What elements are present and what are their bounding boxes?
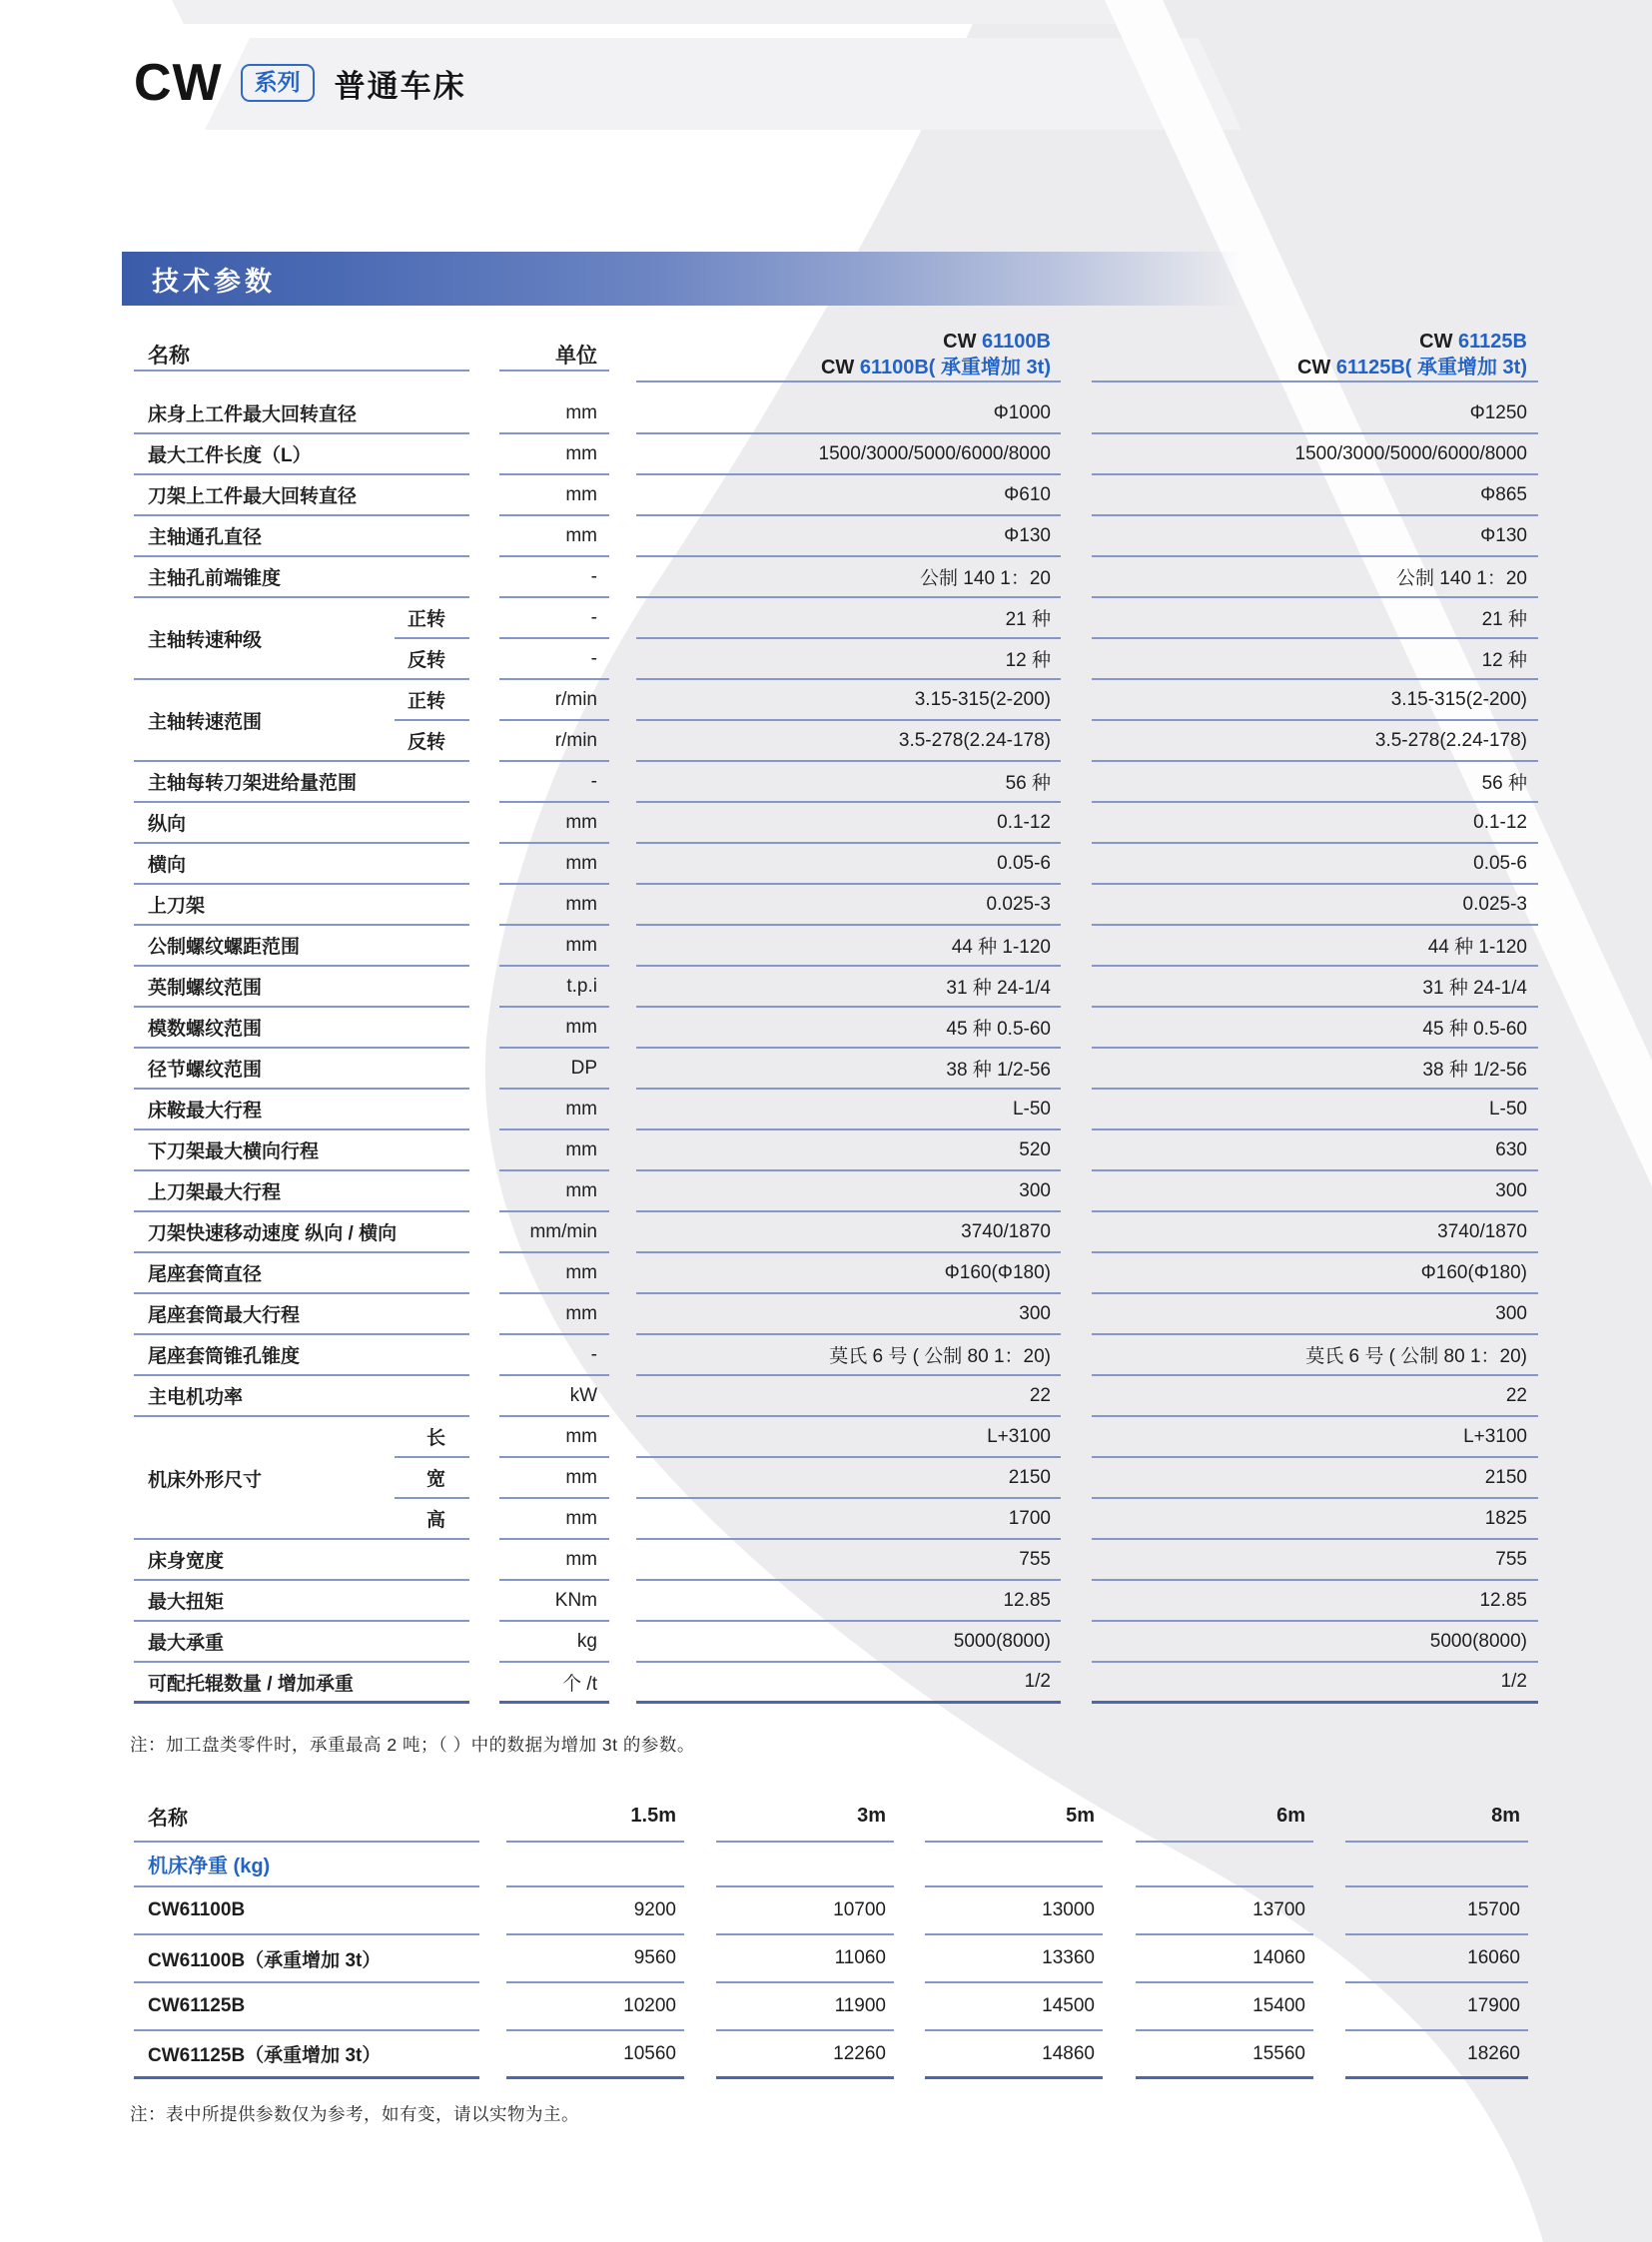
spec-row-value-model1: 12 种 bbox=[636, 639, 1061, 680]
spec-row bbox=[134, 1458, 1538, 1499]
weight-row-name: CW61125B（承重增加 3t） bbox=[134, 2031, 479, 2079]
spec-row-sublabel: 宽 bbox=[395, 1458, 469, 1499]
header-model2-cell bbox=[1092, 329, 1538, 382]
spec-row bbox=[134, 557, 1538, 598]
weight-row-value: 10700 bbox=[716, 1887, 894, 1935]
weight-row-value: 10200 bbox=[506, 1983, 684, 2031]
spec-row bbox=[134, 1090, 1538, 1130]
spec-row-sublabel: 长 bbox=[395, 1417, 469, 1458]
spec-row-value-model1: 300 bbox=[636, 1171, 1061, 1212]
spec-row bbox=[134, 516, 1538, 557]
spec-row-label: 刀架快速移动速度 纵向 / 横向 bbox=[148, 1223, 398, 1244]
spec-row-value-model1: 莫氏 6 号 ( 公制 80 1：20) bbox=[636, 1335, 1061, 1376]
spec-row-unit: mm bbox=[499, 1499, 609, 1540]
spec-row-unit: - bbox=[499, 639, 609, 680]
spec-row-unit: 个 /t bbox=[499, 1663, 609, 1704]
weight-row-name: CW61125B bbox=[134, 1983, 479, 2031]
spec-row-value-model1: 45 种 0.5-60 bbox=[636, 1008, 1061, 1049]
spec-row-value-model1: Φ1000 bbox=[636, 393, 1061, 434]
spec-row-value-model2: 38 种 1/2-56 bbox=[1092, 1049, 1538, 1090]
header-unit-cell: 单位 bbox=[499, 340, 609, 372]
spec-row-value-model2: 12 种 bbox=[1092, 639, 1538, 680]
weight-header-length: 3m bbox=[716, 1792, 894, 1843]
header-name-label: 名称 bbox=[148, 345, 190, 368]
spec-row-value-model2: 45 种 0.5-60 bbox=[1092, 1008, 1538, 1049]
weight-row-value: 14060 bbox=[1136, 1935, 1313, 1983]
spec-row-value-model1: 3740/1870 bbox=[636, 1212, 1061, 1253]
spec-row-unit: mm bbox=[499, 475, 609, 516]
spec-row-unit: r/min bbox=[499, 680, 609, 721]
spec-row bbox=[134, 1049, 1538, 1090]
spec-row-value-model1: 公制 140 1：20 bbox=[636, 557, 1061, 598]
series-code: CW bbox=[134, 54, 223, 112]
spec-row-unit: mm bbox=[499, 1294, 609, 1335]
weight-row-value: 9200 bbox=[506, 1887, 684, 1935]
spec-row-value-model1: 1700 bbox=[636, 1499, 1061, 1540]
spec-row-unit: - bbox=[499, 1335, 609, 1376]
spec-table bbox=[134, 318, 1538, 1704]
spec-row-sublabel: 正转 bbox=[395, 680, 469, 721]
spec-row bbox=[134, 1540, 1538, 1581]
weight-row-name: CW61100B（承重增加 3t） bbox=[134, 1935, 479, 1983]
weight-row-value: 12260 bbox=[716, 2031, 894, 2079]
weight-row-value: 17900 bbox=[1345, 1983, 1528, 2031]
spec-row-value-model1: Φ130 bbox=[636, 516, 1061, 557]
weight-row bbox=[134, 1887, 1528, 1935]
weight-section-label: 机床净重 (kg) bbox=[134, 1843, 479, 1887]
weight-header-length: 1.5m bbox=[506, 1792, 684, 1843]
weight-row bbox=[134, 1935, 1528, 1983]
spec-row bbox=[134, 1622, 1538, 1663]
spec-row-label: 下刀架最大横向行程 bbox=[148, 1141, 320, 1162]
spec-row-value-model2: 3.5-278(2.24-178) bbox=[1092, 721, 1538, 762]
page-title bbox=[134, 52, 466, 114]
spec-row-label: 尾座套筒直径 bbox=[148, 1264, 263, 1285]
spec-row-unit: mm bbox=[499, 1540, 609, 1581]
weight-table bbox=[134, 1792, 1528, 2079]
spec-row-label: 主电机功率 bbox=[148, 1387, 244, 1408]
spec-row bbox=[134, 1008, 1538, 1049]
spec-row bbox=[134, 762, 1538, 803]
spec-row-value-model2: 22 bbox=[1092, 1376, 1538, 1417]
spec-row-sublabel: 反转 bbox=[395, 721, 469, 762]
weight-header-name: 名称 bbox=[134, 1792, 479, 1843]
spec-row-unit: mm bbox=[499, 1008, 609, 1049]
spec-row-unit: mm bbox=[499, 434, 609, 475]
spec-row-value-model1: Φ610 bbox=[636, 475, 1061, 516]
spec-row-unit: mm bbox=[499, 516, 609, 557]
weight-table-header bbox=[134, 1792, 1528, 1843]
spec-row-value-model1: 21 种 bbox=[636, 598, 1061, 639]
spec-row-label: 最大扭矩 bbox=[148, 1592, 225, 1613]
spec-row-value-model2: 630 bbox=[1092, 1130, 1538, 1171]
spec-row-unit: t.p.i bbox=[499, 967, 609, 1008]
spec-row-value-model1: 520 bbox=[636, 1130, 1061, 1171]
spec-row-value-model2: Φ130 bbox=[1092, 516, 1538, 557]
spec-row bbox=[134, 844, 1538, 885]
spec-row-label: 可配托辊数量 / 增加承重 bbox=[148, 1673, 354, 1695]
spec-row-value-model1: L-50 bbox=[636, 1090, 1061, 1130]
spec-row-value-model1: 56 种 bbox=[636, 762, 1061, 803]
spec-table-header bbox=[134, 318, 1538, 393]
weight-row-value: 13700 bbox=[1136, 1887, 1313, 1935]
spec-row-value-model1: 0.025-3 bbox=[636, 885, 1061, 926]
product-name: 普通车床 bbox=[334, 68, 466, 104]
weight-row-value: 14860 bbox=[925, 2031, 1103, 2079]
spec-row-value-model2: 1/2 bbox=[1092, 1663, 1538, 1704]
spec-row-unit: mm bbox=[499, 1458, 609, 1499]
spec-row-value-model2: 31 种 24-1/4 bbox=[1092, 967, 1538, 1008]
spec-row-value-model2: L-50 bbox=[1092, 1090, 1538, 1130]
spec-row bbox=[134, 1171, 1538, 1212]
spec-table-body bbox=[134, 393, 1538, 1704]
spec-row-value-model2: 3740/1870 bbox=[1092, 1212, 1538, 1253]
spec-row-unit: - bbox=[499, 598, 609, 639]
weight-row-value: 11060 bbox=[716, 1935, 894, 1983]
spec-row-label: 主轴孔前端锥度 bbox=[148, 568, 282, 589]
model2-header: CW 61125B CW 61125B( 承重增加 3t) bbox=[1296, 331, 1527, 378]
spec-row bbox=[134, 1212, 1538, 1253]
spec-row-label: 尾座套筒最大行程 bbox=[148, 1305, 301, 1326]
weight-section-row bbox=[134, 1843, 1528, 1887]
spec-row-unit: mm bbox=[499, 926, 609, 967]
weight-row-value: 18260 bbox=[1345, 2031, 1528, 2079]
spec-row bbox=[134, 1253, 1538, 1294]
spec-row-value-model1: 12.85 bbox=[636, 1581, 1061, 1622]
spec-row-value-model2: 12.85 bbox=[1092, 1581, 1538, 1622]
spec-row-unit: mm bbox=[499, 1253, 609, 1294]
spec-row-unit: - bbox=[499, 557, 609, 598]
spec-row-value-model2: 0.05-6 bbox=[1092, 844, 1538, 885]
spec-row-unit: mm bbox=[499, 1417, 609, 1458]
spec-row-label: 模数螺纹范围 bbox=[148, 1019, 263, 1040]
weight-row-value: 16060 bbox=[1345, 1935, 1528, 1983]
spec-row-value-model1: 3.15-315(2-200) bbox=[636, 680, 1061, 721]
spec-row-value-model2: Φ1250 bbox=[1092, 393, 1538, 434]
spec-row-label: 横向 bbox=[148, 855, 187, 876]
spec-row-value-model2: 755 bbox=[1092, 1540, 1538, 1581]
spec-row-value-model2: 3.15-315(2-200) bbox=[1092, 680, 1538, 721]
spec-row-value-model2: 0.025-3 bbox=[1092, 885, 1538, 926]
weight-row bbox=[134, 2031, 1528, 2079]
spec-row-unit: kW bbox=[499, 1376, 609, 1417]
spec-row-label: 机床外形尺寸 bbox=[148, 1470, 263, 1491]
spec-row-label: 床身宽度 bbox=[148, 1551, 225, 1572]
weight-table-note: 注：表中所提供参数仅为参考，如有变，请以实物为主。 bbox=[130, 2104, 579, 2124]
spec-row-unit: mm bbox=[499, 885, 609, 926]
weight-row-name: CW61100B bbox=[134, 1887, 479, 1935]
top-strip-shape bbox=[172, 0, 1151, 24]
spec-row-value-model2: 1825 bbox=[1092, 1499, 1538, 1540]
spec-row-value-model2: 1500/3000/5000/6000/8000 bbox=[1092, 434, 1538, 475]
spec-row-label: 最大工件长度（L） bbox=[148, 445, 312, 466]
spec-row bbox=[134, 1335, 1538, 1376]
weight-row-value: 15560 bbox=[1136, 2031, 1313, 2079]
weight-row-value: 9560 bbox=[506, 1935, 684, 1983]
spec-row-unit: mm bbox=[499, 393, 609, 434]
spec-row-label: 上刀架最大行程 bbox=[148, 1182, 282, 1203]
spec-row-value-model2: 莫氏 6 号 ( 公制 80 1：20) bbox=[1092, 1335, 1538, 1376]
spec-row-value-model1: 22 bbox=[636, 1376, 1061, 1417]
spec-row-unit: mm bbox=[499, 1171, 609, 1212]
spec-row-value-model1: 44 种 1-120 bbox=[636, 926, 1061, 967]
weight-row-value: 14500 bbox=[925, 1983, 1103, 2031]
spec-row-unit: mm bbox=[499, 803, 609, 844]
spec-row-value-model1: 1/2 bbox=[636, 1663, 1061, 1704]
weight-row-value: 10560 bbox=[506, 2031, 684, 2079]
weight-header-length: 6m bbox=[1136, 1792, 1313, 1843]
header-name-cell bbox=[134, 340, 469, 372]
spec-row-value-model1: L+3100 bbox=[636, 1417, 1061, 1458]
spec-row bbox=[134, 475, 1538, 516]
spec-table-note: 注：加工盘类零件时，承重最高 2 吨；（ ）中的数据为增加 3t 的参数。 bbox=[130, 1735, 695, 1755]
spec-row-unit: mm/min bbox=[499, 1212, 609, 1253]
spec-row bbox=[134, 1581, 1538, 1622]
spec-row bbox=[134, 598, 1538, 651]
spec-row-value-model2: Φ160(Φ180) bbox=[1092, 1253, 1538, 1294]
spec-row-sublabel: 正转 bbox=[395, 598, 469, 639]
spec-row-unit: kg bbox=[499, 1622, 609, 1663]
spec-row-value-model2: 300 bbox=[1092, 1171, 1538, 1212]
spec-row-label: 主轴转速范围 bbox=[148, 712, 263, 733]
series-badge: 系列 bbox=[241, 64, 315, 102]
spec-row-value-model1: 0.1-12 bbox=[636, 803, 1061, 844]
spec-row-label: 主轴每转刀架进给量范围 bbox=[148, 773, 358, 794]
spec-row bbox=[134, 1663, 1538, 1704]
weight-row-value: 11900 bbox=[716, 1983, 894, 2031]
spec-row-value-model1: 5000(8000) bbox=[636, 1622, 1061, 1663]
spec-row-label: 径节螺纹范围 bbox=[148, 1060, 263, 1081]
spec-row-unit: mm bbox=[499, 844, 609, 885]
section-header-bar bbox=[122, 252, 1312, 306]
spec-row bbox=[134, 926, 1538, 967]
spec-row-value-model2: 300 bbox=[1092, 1294, 1538, 1335]
spec-row bbox=[134, 1294, 1538, 1335]
spec-row-value-model1: 3.5-278(2.24-178) bbox=[636, 721, 1061, 762]
spec-row bbox=[134, 885, 1538, 926]
spec-row bbox=[134, 967, 1538, 1008]
spec-row-label: 英制螺纹范围 bbox=[148, 978, 263, 999]
spec-row-label: 主轴通孔直径 bbox=[148, 527, 263, 548]
spec-row-label: 尾座套筒锥孔锥度 bbox=[148, 1346, 301, 1367]
spec-row-value-model1: 38 种 1/2-56 bbox=[636, 1049, 1061, 1090]
spec-row-value-model1: 31 种 24-1/4 bbox=[636, 967, 1061, 1008]
spec-row-unit: KNm bbox=[499, 1581, 609, 1622]
spec-row-label: 公制螺纹螺距范围 bbox=[148, 937, 301, 958]
spec-row bbox=[134, 803, 1538, 844]
weight-row-value: 13360 bbox=[925, 1935, 1103, 1983]
spec-row-value-model2: 5000(8000) bbox=[1092, 1622, 1538, 1663]
weight-row bbox=[134, 1983, 1528, 2031]
section-title: 技术参数 bbox=[152, 266, 276, 297]
spec-row-label: 刀架上工件最大回转直径 bbox=[148, 486, 358, 507]
weight-row-value: 15700 bbox=[1345, 1887, 1528, 1935]
header-model1-cell bbox=[636, 329, 1061, 382]
spec-row-unit: mm bbox=[499, 1090, 609, 1130]
spec-row bbox=[134, 639, 1538, 680]
spec-row-label: 床身上工件最大回转直径 bbox=[148, 404, 358, 425]
spec-row-unit: DP bbox=[499, 1049, 609, 1090]
spec-row-value-model2: L+3100 bbox=[1092, 1417, 1538, 1458]
spec-row-value-model2: 2150 bbox=[1092, 1458, 1538, 1499]
weight-row-value: 13000 bbox=[925, 1887, 1103, 1935]
spec-row bbox=[134, 680, 1538, 733]
spec-row-label: 最大承重 bbox=[148, 1633, 225, 1654]
weight-header-length: 5m bbox=[925, 1792, 1103, 1843]
spec-row-value-model1: 2150 bbox=[636, 1458, 1061, 1499]
spec-row-sublabel: 高 bbox=[395, 1499, 469, 1540]
spec-row-value-model1: 1500/3000/5000/6000/8000 bbox=[636, 434, 1061, 475]
spec-row-unit: r/min bbox=[499, 721, 609, 762]
spec-row-value-model2: 21 种 bbox=[1092, 598, 1538, 639]
spec-row-sublabel: 反转 bbox=[395, 639, 469, 680]
spec-row-value-model2: Φ865 bbox=[1092, 475, 1538, 516]
spec-row-label: 床鞍最大行程 bbox=[148, 1101, 263, 1121]
spec-row-value-model1: 0.05-6 bbox=[636, 844, 1061, 885]
weight-table-body bbox=[134, 1887, 1528, 2079]
spec-row bbox=[134, 721, 1538, 762]
spec-row-value-model1: 300 bbox=[636, 1294, 1061, 1335]
weight-header-length: 8m bbox=[1345, 1792, 1528, 1843]
spec-row-label: 上刀架 bbox=[148, 896, 206, 917]
spec-row-value-model2: 44 种 1-120 bbox=[1092, 926, 1538, 967]
spec-row bbox=[134, 1499, 1538, 1540]
spec-row bbox=[134, 393, 1538, 434]
spec-row-label: 主轴转速种级 bbox=[148, 630, 263, 651]
spec-row-value-model1: Φ160(Φ180) bbox=[636, 1253, 1061, 1294]
spec-row bbox=[134, 1376, 1538, 1417]
spec-row-unit: - bbox=[499, 762, 609, 803]
spec-row-label: 纵向 bbox=[148, 814, 187, 835]
spec-row bbox=[134, 1130, 1538, 1171]
spec-row-value-model2: 公制 140 1：20 bbox=[1092, 557, 1538, 598]
spec-row-unit: mm bbox=[499, 1130, 609, 1171]
spec-row bbox=[134, 434, 1538, 475]
model1-header: CW 61100B CW 61100B( 承重增加 3t) bbox=[820, 331, 1051, 378]
weight-row-value: 15400 bbox=[1136, 1983, 1313, 2031]
spec-row-value-model1: 755 bbox=[636, 1540, 1061, 1581]
spec-row-value-model2: 56 种 bbox=[1092, 762, 1538, 803]
spec-row-value-model2: 0.1-12 bbox=[1092, 803, 1538, 844]
